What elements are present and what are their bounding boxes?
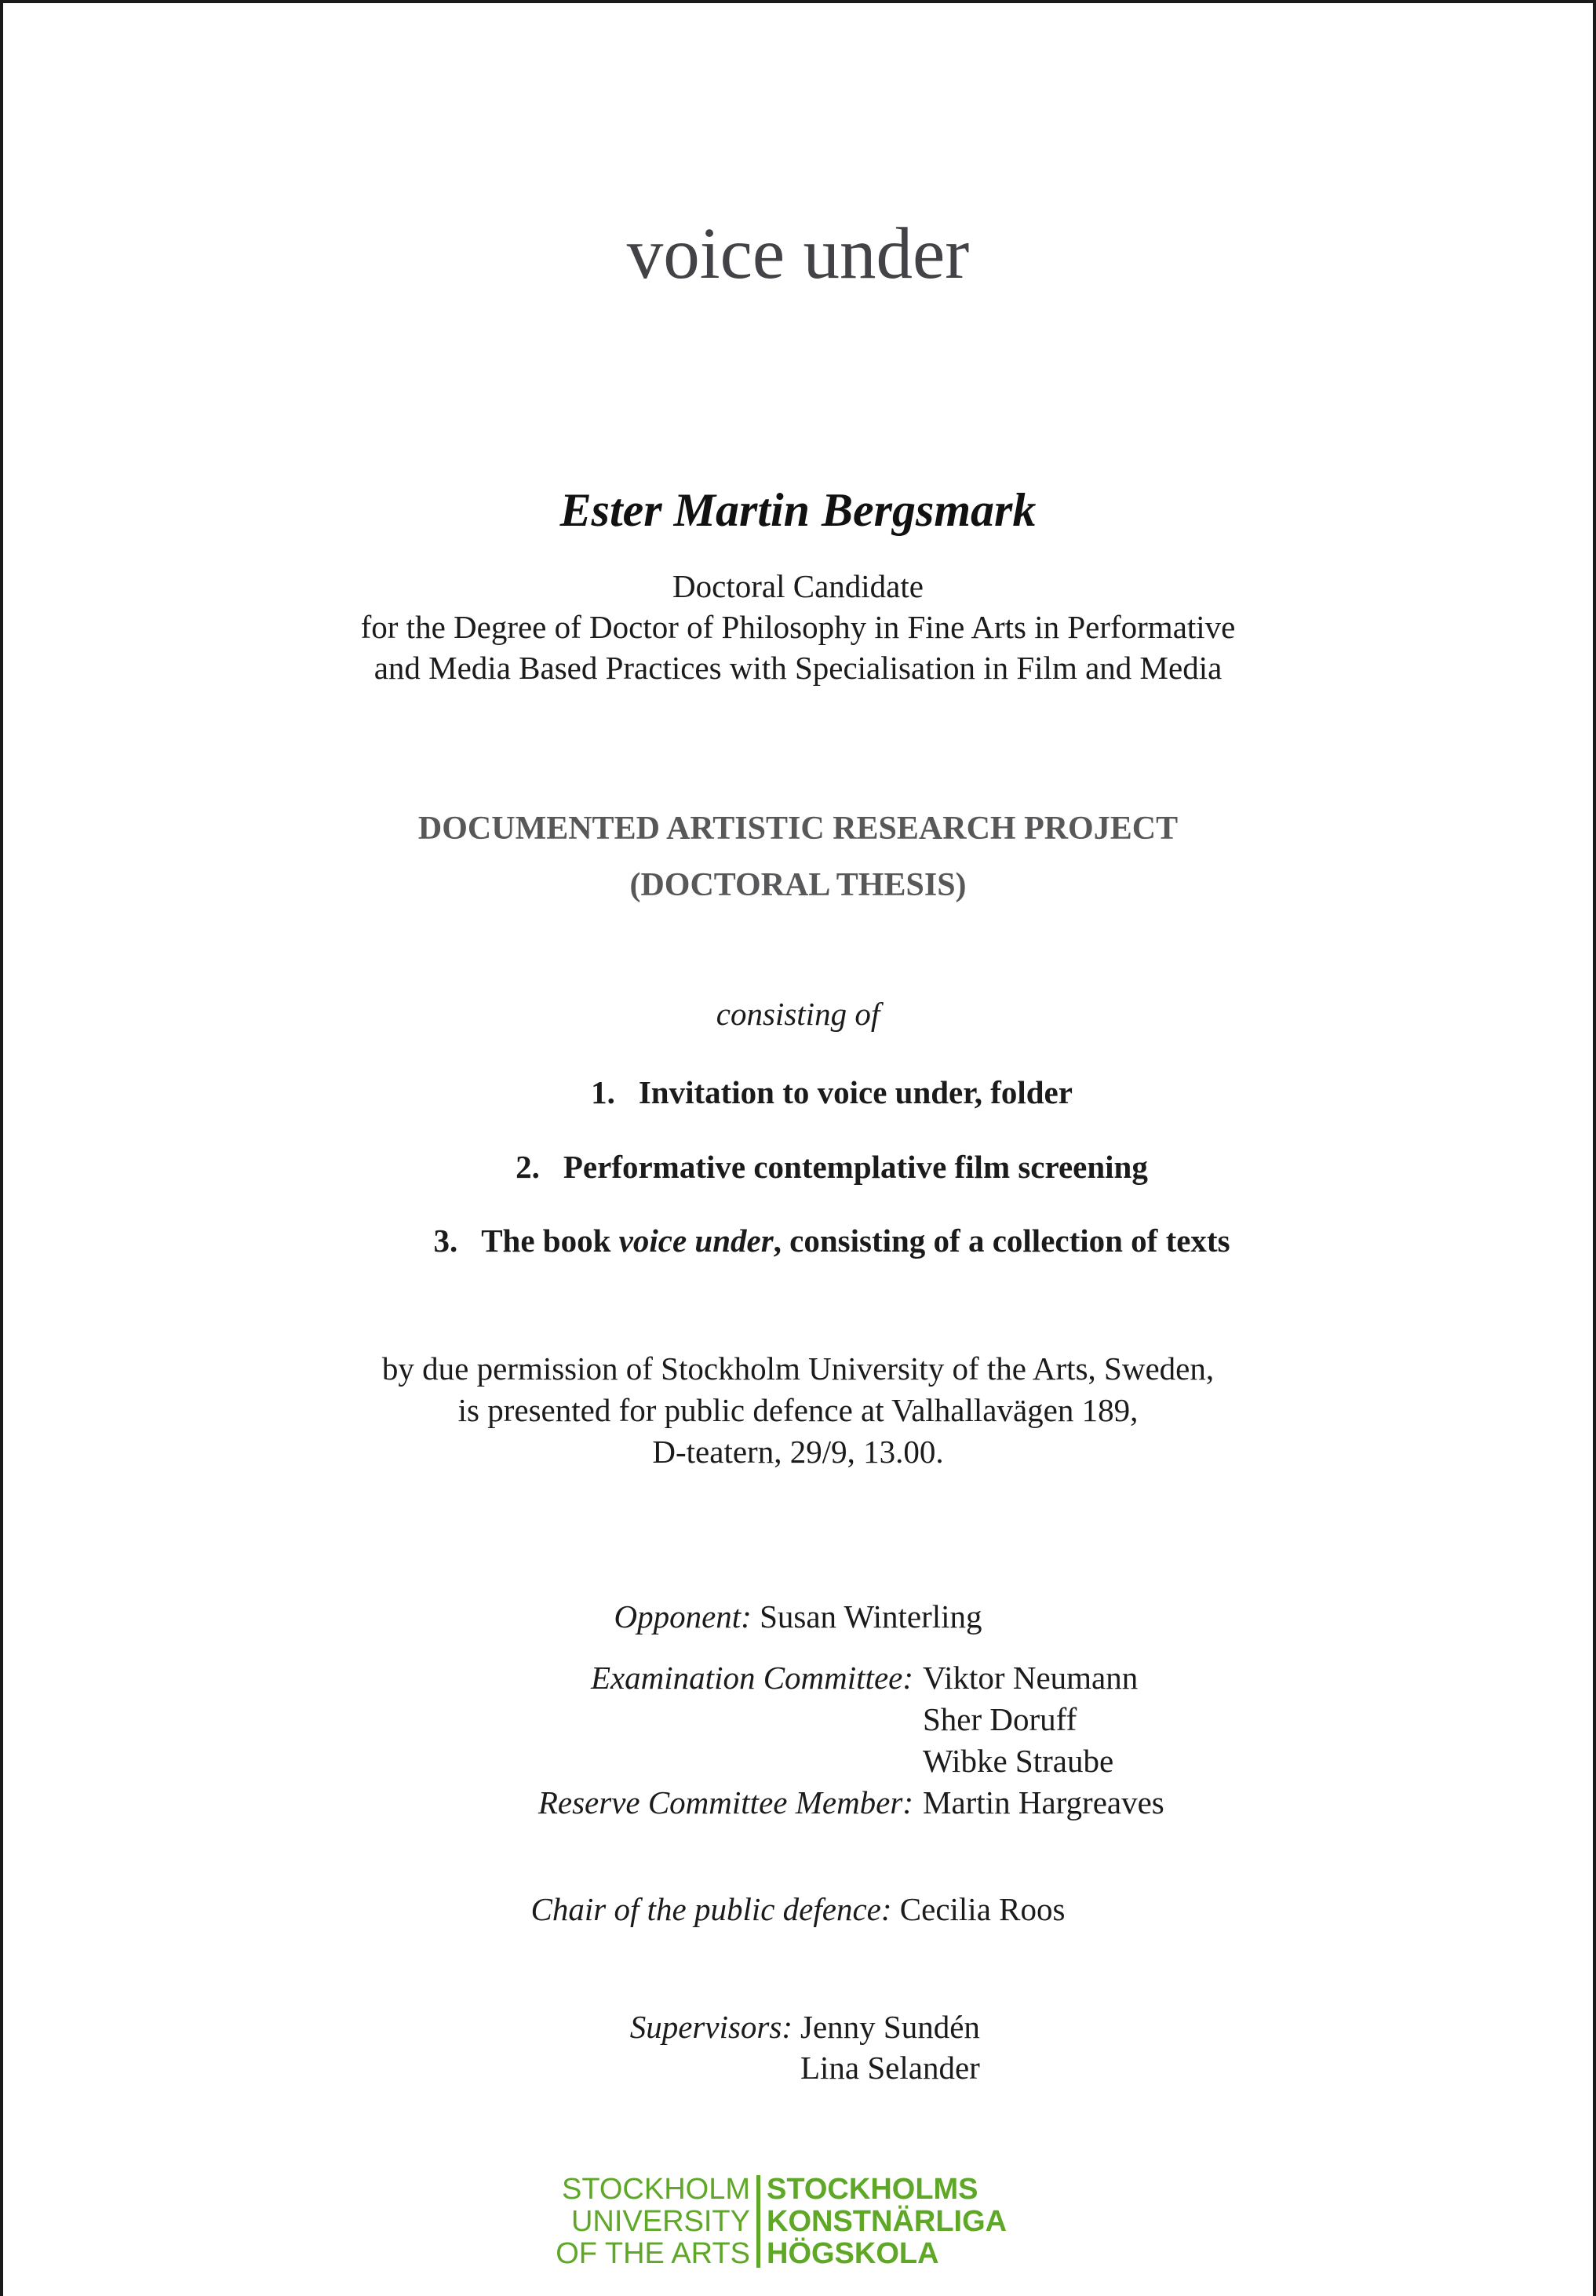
university-logo-left-text bbox=[3, 2174, 750, 2270]
logo-left-line-1: STOCKHOLM bbox=[561, 2173, 750, 2206]
consisting-of-label: consisting of bbox=[716, 996, 880, 1032]
permission-line-2: is presented for public defence at Valhallavägen 189, bbox=[457, 1392, 1139, 1428]
permission-paragraph bbox=[3, 1348, 1593, 1473]
item-text: Performative contemplative film screening bbox=[563, 1149, 1148, 1185]
supervisors-names-column bbox=[800, 2006, 980, 2088]
reserve-committee-label: Reserve Committee Member: bbox=[537, 1784, 913, 1820]
page-title: voice under bbox=[626, 213, 970, 294]
author-name: Ester Martin Bergsmark bbox=[559, 484, 1037, 536]
item-text: The book bbox=[481, 1223, 619, 1259]
supervisor-name-1: Jenny Sundén bbox=[800, 2009, 980, 2045]
committee-names-column bbox=[923, 1657, 1164, 1824]
component-item-3 bbox=[71, 1220, 1593, 1261]
item-number: 1. bbox=[591, 1074, 615, 1110]
reserve-member-name: Martin Hargreaves bbox=[923, 1784, 1164, 1820]
component-item-1 bbox=[71, 1072, 1593, 1113]
logo-left-line-3: OF THE ARTS bbox=[556, 2237, 750, 2270]
logo-right-line-1: STOCKHOLMS bbox=[767, 2173, 978, 2206]
opponent-line bbox=[3, 1596, 1593, 1638]
logo-right-line-2: KONSTNÄRLIGA bbox=[767, 2205, 1008, 2238]
candidate-line-3: and Media Based Practices with Specialisation in Film and Media bbox=[373, 650, 1223, 686]
project-heading-line-2: (DOCTORAL THESIS) bbox=[629, 867, 967, 903]
examination-name-1: Viktor Neumann bbox=[923, 1660, 1139, 1696]
chair-name: Cecilia Roos bbox=[899, 1891, 1066, 1927]
opponent-label: Opponent: bbox=[614, 1598, 752, 1635]
item-text-after: , consisting of a collection of texts bbox=[773, 1223, 1230, 1259]
examination-committee-label: Examination Committee: bbox=[590, 1660, 913, 1696]
chair-line bbox=[3, 1889, 1593, 1930]
item-number: 3. bbox=[433, 1223, 458, 1259]
candidate-paragraph bbox=[3, 566, 1593, 688]
examination-name-3: Wibke Straube bbox=[923, 1743, 1114, 1779]
permission-line-1: by due permission of Stockholm University of the Arts, Sweden, bbox=[381, 1350, 1215, 1387]
project-heading-line-1: DOCUMENTED ARTISTIC RESEARCH PROJECT bbox=[417, 811, 1179, 847]
item-text-italic: voice under bbox=[618, 1223, 774, 1259]
logo-left-line-2: UNIVERSITY bbox=[570, 2205, 750, 2238]
opponent-name: Susan Winterling bbox=[760, 1598, 982, 1635]
supervisors-label: Supervisors: bbox=[629, 2009, 793, 2045]
supervisor-name-2: Lina Selander bbox=[800, 2050, 980, 2086]
component-item-2 bbox=[71, 1146, 1593, 1187]
university-logo-right-text bbox=[767, 2174, 1007, 2270]
candidate-line-1: Doctoral Candidate bbox=[672, 568, 924, 604]
permission-line-3: D-teatern, 29/9, 13.00. bbox=[652, 1434, 944, 1470]
logo-divider-line bbox=[756, 2175, 760, 2268]
candidate-line-2: for the Degree of Doctor of Philosophy in Fine Arts in Performative bbox=[360, 609, 1236, 645]
item-number: 2. bbox=[516, 1149, 540, 1185]
item-text: Invitation to voice under, folder bbox=[638, 1074, 1073, 1110]
chair-label: Chair of the public defence: bbox=[530, 1891, 892, 1927]
examination-name-2: Sher Doruff bbox=[923, 1701, 1077, 1737]
logo-right-line-3: HÖGSKOLA bbox=[767, 2237, 939, 2270]
